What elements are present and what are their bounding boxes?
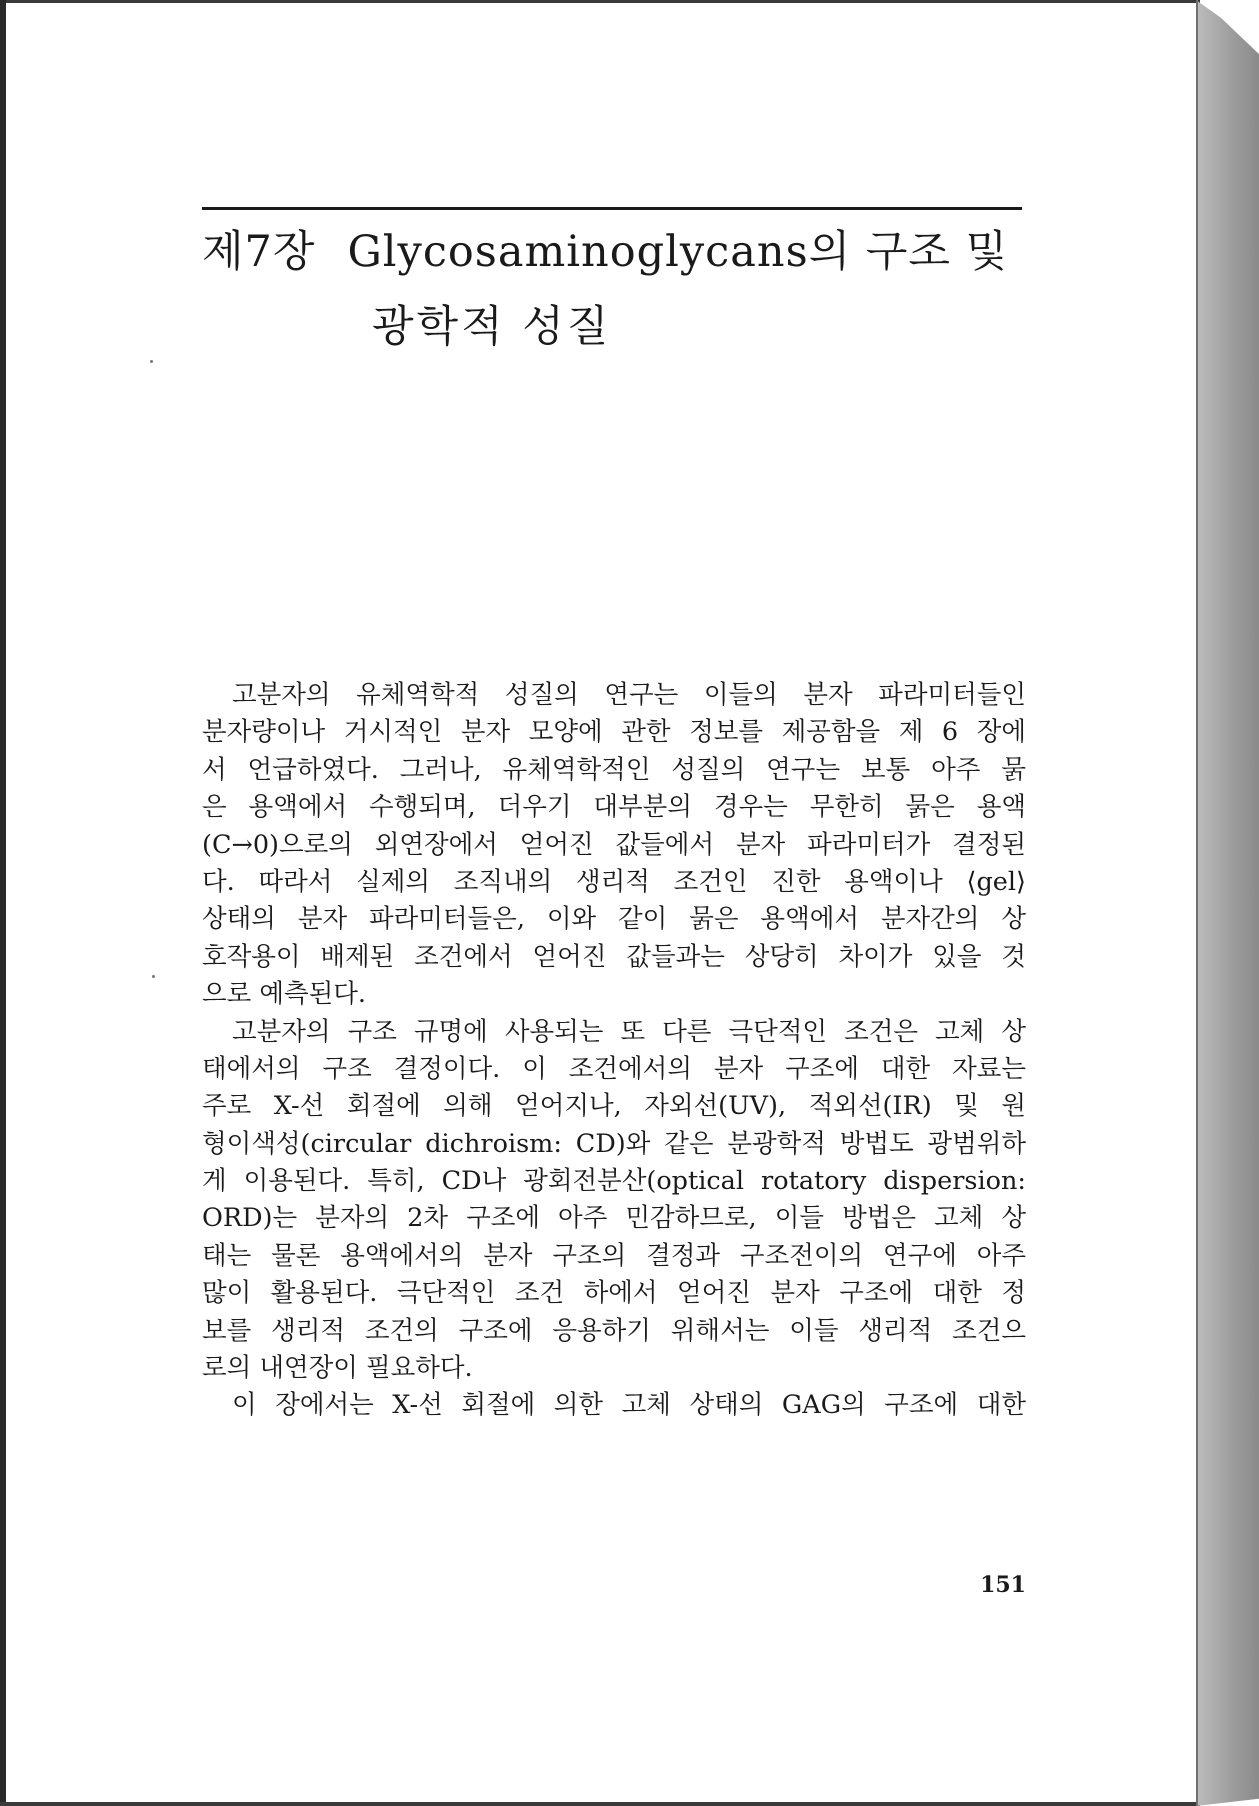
page-edge-left	[0, 0, 6, 1806]
page-stack-shadow	[1196, 0, 1259, 1806]
text-line: 태에서의 구조 결정이다. 이 조건에서의 분자 구조에 대한 자료는	[202, 1053, 1026, 1084]
text-line: 으로 예측된다.	[202, 979, 367, 1010]
text-line: 보를 생리적 조건의 구조에 응용하기 위해서는 이들 생리적 조건으	[202, 1315, 1026, 1346]
text-line: ORD)는 분자의 2차 구조에 아주 민감하므로, 이들 방법은 고체 상	[202, 1203, 1026, 1234]
scan-speck	[152, 975, 155, 978]
text-line: 게 이용된다. 특히, CD나 광회전분산(optical rotatory dispersion:	[202, 1166, 1026, 1197]
text-line: 상태의 분자 파라미터들은, 이와 같이 묽은 용액에서 분자간의 상	[202, 904, 1026, 935]
text-line: (C→0)으로의 외연장에서 얻어진 값들에서 분자 파라미터가 결정된	[202, 829, 1026, 860]
text-line: 다. 따라서 실제의 조직내의 생리적 조건인 진한 용액이나 ⟨gel⟩	[202, 866, 1026, 897]
page-edge-bottom	[0, 1802, 1200, 1806]
text-line: 호작용이 배제된 조건에서 얻어진 값들과는 상당히 차이가 있을 것	[202, 941, 1026, 972]
text-line: 많이 활용된다. 극단적인 조건 하에서 얻어진 분자 구조에 대한 정	[202, 1278, 1026, 1309]
chapter-rule	[202, 207, 1022, 210]
text-line: 주로 X-선 회절에 의해 얻어지나, 자외선(UV), 적외선(IR) 및 원	[202, 1091, 1026, 1122]
scan-speck	[150, 360, 153, 363]
page-edge-top	[0, 0, 1200, 3]
page-number: 151	[980, 1572, 1026, 1598]
text-line: 서 언급하였다. 그러나, 유체역학적인 성질의 연구는 보통 아주 묽	[202, 754, 1026, 785]
chapter-title-line1: Glycosaminoglycans의 구조 및	[347, 227, 1009, 277]
text-line: 태는 물론 용액에서의 분자 구조의 결정과 구조전이의 연구에 아주	[202, 1240, 1026, 1271]
text-line: 로의 내연장이 필요하다.	[202, 1353, 473, 1384]
page-stack-edge	[1196, 0, 1198, 1806]
text-line: 고분자의 유체역학적 성질의 연구는 이들의 분자 파라미터들인	[232, 680, 1026, 710]
body-text	[202, 677, 1026, 1425]
text-line: 형이색성(circular dichroism: CD)와 같은 분광학적 방법도 광범위하	[202, 1128, 1026, 1159]
chapter-heading	[202, 222, 1008, 282]
text-line: 분자량이나 거시적인 분자 모양에 관한 정보를 제공함을 제 6 장에	[202, 717, 1026, 748]
text-line: 은 용액에서 수행되며, 더우기 대부분의 경우는 무한히 묽은 용액	[202, 792, 1026, 823]
text-line: 고분자의 구조 규명에 사용되는 또 다른 극단적인 조건은 고체 상	[232, 1016, 1026, 1047]
text-line: 이 장에서는 X-선 회절에 의한 고체 상태의 GAG의 구조에 대한	[232, 1390, 1026, 1421]
chapter-number: 제7장	[202, 227, 316, 277]
chapter-title-line2: 광학적 성질	[372, 302, 612, 352]
